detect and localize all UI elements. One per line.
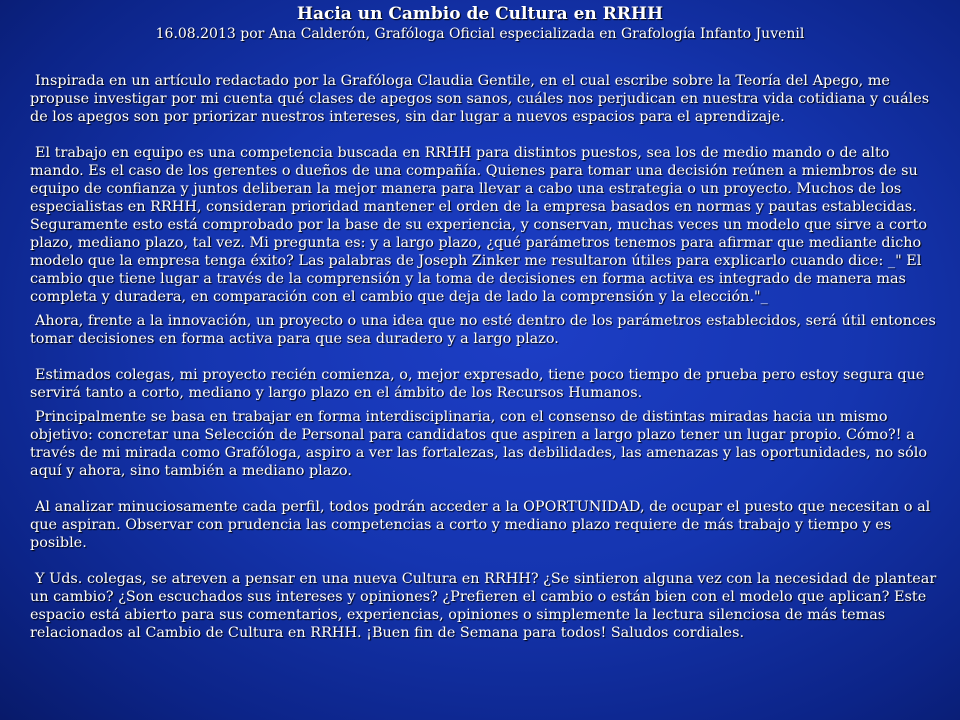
paragraph-spacer (30, 552, 942, 570)
paragraph-teamwork: El trabajo en equipo es una competencia buscada en RRHH para distintos puestos, sea los de medio mando o de alto mando. Es el caso de los gerentes o dueños de una compañía. Quienes para tomar una decisión reúnen a miembros de su equipo de confianza y juntos deliberan la mejor manera para llevar a cabo una estrategia o un proyecto. Muchos de los especialistas en RRHH, consideran prioridad mantener el orden de la empresa basados en normas y pautas establecidas. Seguramente esto está comprobado por la base de su experiencia, y conservan, muchas veces un modelo que sirve a corto plazo, mediano plazo, tal vez. Mi pregunta es: y a largo plazo, ¿qué parámetros tenemos para afirmar que mediante dicho modelo que la empresa tenga éxito? Las palabras de Joseph Zinker me resultaron útiles para explicarlo cuando dice: _" El cambio que tiene lugar a través de la comprensión y la toma de decisiones en forma activa es integrado de manera mas completa y duradera, en comparación con el cambio que deja de lado la comprensión y la elección."_ (30, 145, 928, 305)
paragraph-spacer (30, 348, 942, 366)
paragraph-project: Estimados colegas, mi proyecto recién comienza, o, mejor expresado, tiene poco tiempo de prueba pero estoy segura que servirá tanto a corto, mediano y largo plazo en el ámbito de los Recursos Humanos. (30, 367, 925, 401)
page-title: Hacia un Cambio de Cultura en RRHH (296, 4, 664, 24)
slide-header (0, 0, 960, 43)
paragraph-interdisciplinary: Principalmente se basa en trabajar en forma interdisciplinaria, con el consenso de distintas miradas hacia un mismo objetivo: concretar una Selección de Personal para candidatos que aspiren a largo plazo tener un lugar propio. Cómo?! a través de mi mirada como Grafóloga, aspiro a ver las fortalezas, las debilidades, las amenazas y las oportunidades, no sólo aquí y ahora, sino también a mediano plazo. (30, 409, 927, 479)
paragraph-intro: Inspirada en un artículo redactado por la Grafóloga Claudia Gentile, en el cual escribe sobre la Teoría del Apego, me propuse investigar por mi cuenta qué clases de apegos son sanos, cuáles nos perjudican en nuestra vida cotidiana y cuáles de los apegos son por priorizar nuestros intereses, sin dar lugar a nuevos espacios para el aprendizaje. (30, 73, 930, 125)
paragraph-spacer (30, 126, 942, 144)
paragraph-spacer (30, 480, 942, 498)
byline: 16.08.2013 por Ana Calderón, Grafóloga Oficial especializada en Grafología Infanto Juvenil (155, 26, 805, 42)
paragraph-opportunity: Al analizar minuciosamente cada perfil, todos podrán acceder a la OPORTUNIDAD, de ocupar el puesto que necesitan o al que aspiran. Observar con prudencia las competencias a corto y mediano plazo requiere de más trabajo y tiempo y es posible. (30, 499, 931, 551)
paragraph-innovation: Ahora, frente a la innovación, un proyecto o una idea que no esté dentro de los parámetros establecidos, será útil entonces tomar decisiones en forma activa para que sea duradero y a largo plazo. (30, 313, 936, 347)
article-body (30, 72, 942, 642)
paragraph-closing: Y Uds. colegas, se atreven a pensar en una nueva Cultura en RRHH? ¿Se sintieron alguna vez con la necesidad de plantear un cambio? ¿Son escuchados sus intereses y opiniones? ¿Prefieren el cambio o están bien con el modelo que aplican? Este espacio está abierto para sus comentarios, experiencias, opiniones o simplemente la lectura silenciosa de más temas relacionados al Cambio de Cultura en RRHH. ¡Buen fin de Semana para todos! Saludos cordiales. (30, 571, 937, 641)
